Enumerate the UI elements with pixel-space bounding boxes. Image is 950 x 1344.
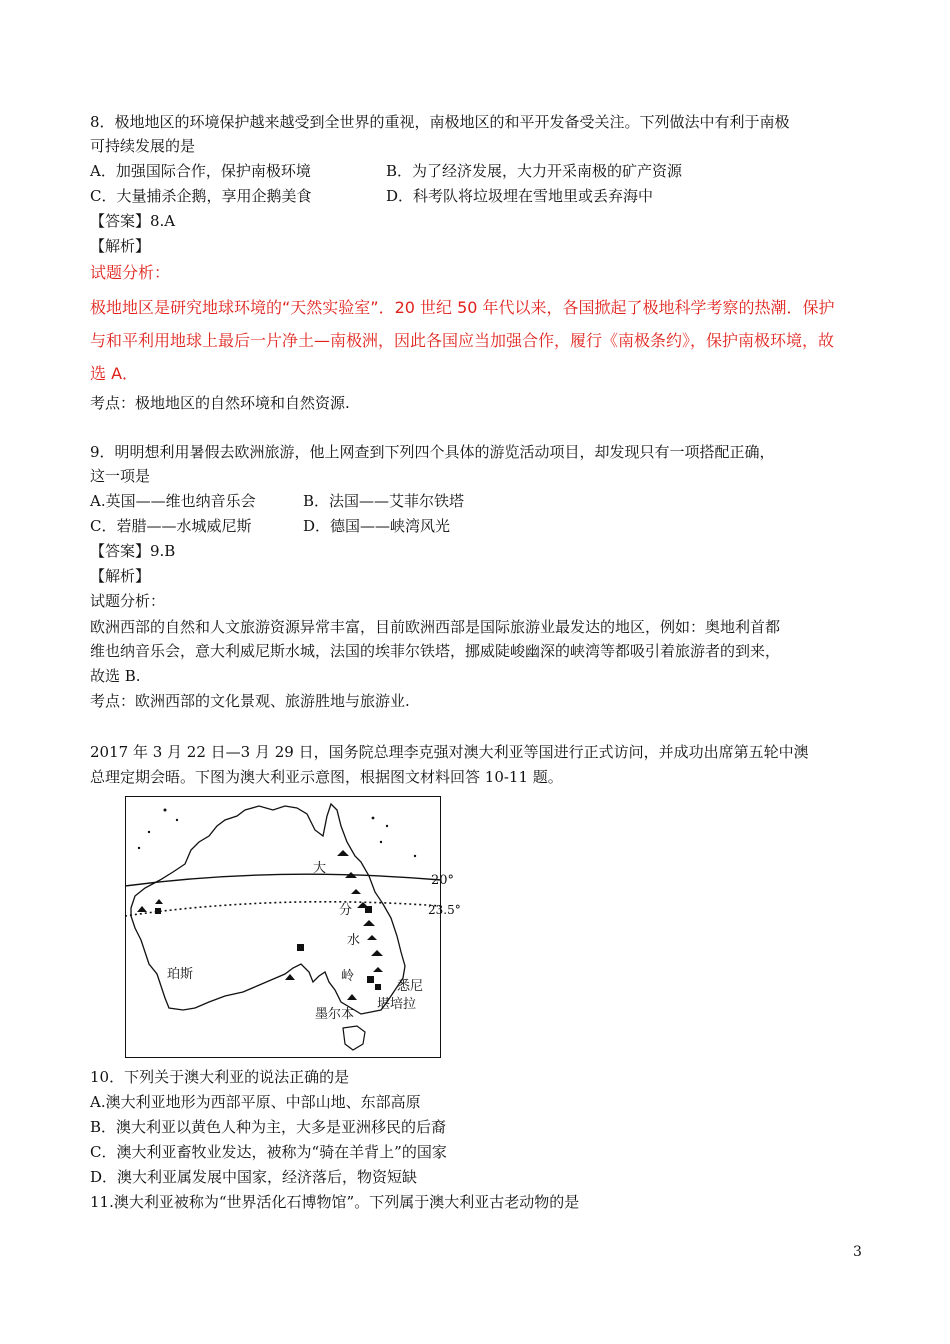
q9-analysis-line-2: 维也纳音乐会，意大利威尼斯水城，法国的埃菲尔铁塔，挪威陡峻幽深的峡湾等都吸引着旅游者的到来， [90, 642, 781, 660]
q10-option-b: B．澳大利亚以黄色人种为主，大多是亚洲移民的后裔 [90, 1118, 447, 1136]
map-range-char-1: 大 [313, 861, 327, 876]
q8-stem-line-1: 8．极地地区的环境保护越来越受到全世界的重视，南极地区的和平开发备受关注。下列做法中有利于南极 [90, 113, 790, 131]
q9-analysis-label: 【解析】 [90, 567, 151, 585]
q9-analysis-title: 试题分析： [90, 592, 166, 610]
map-city-canberra: 堪培拉 [377, 997, 417, 1012]
q8-kaodian: 考点：极地地区的自然环境和自然资源. [90, 394, 350, 412]
q8-analysis-label: 【解析】 [90, 237, 151, 255]
q9-option-c: C．菪腊——水城威尼斯 [90, 517, 252, 535]
q9-analysis-line-1: 欧洲西部的自然和人文旅游资源异常丰富，目前欧洲西部是国际旅游业最发达的地区，例如：奥地利首都 [90, 618, 781, 636]
map-range-char-3: 水 [347, 933, 361, 948]
q9-option-d: D．德国——峡湾风光 [303, 517, 451, 535]
q8-option-a: A．加强国际合作，保护南极环境 [90, 162, 311, 180]
q8-option-d: D．科考队将垃圾埋在雪地里或丢弃海中 [386, 187, 654, 205]
q9-answer: 【答案】9.B [90, 542, 176, 560]
map-city-melbourne: 墨尔本 [315, 1007, 355, 1022]
q10-stem: 10．下列关于澳大利亚的说法正确的是 [90, 1068, 350, 1086]
q10-option-a: A.澳大利亚地形为西部平原、中部山地、东部高原 [90, 1093, 421, 1111]
q8-analysis-line-2: 与和平利用地球上最后一片净土—南极洲，因此各国应当加强合作，履行《南极条约》，保护南极环境，故 [90, 331, 835, 350]
map-city-perth: 珀斯 [167, 967, 194, 982]
q9-stem-line-2: 这一项是 [90, 467, 151, 485]
q8-analysis-line-1: 极地地区是研究地球环境的“天然实验室”．20 世纪 50 年代以来，各国掀起了极地科学考察的热潮．保护 [90, 298, 835, 317]
q8-analysis-title: 试题分析： [90, 263, 171, 282]
q9-option-a: A.英国——维也纳音乐会 [90, 492, 256, 510]
q9-stem-line-1: 9．明明想利用暑假去欧洲旅游，他上网查到下列四个具体的游览活动项目，却发现只有一项搭配正确， [90, 443, 775, 461]
intro-line-1: 2017 年 3 月 22 日—3 月 29 日，国务院总理李克强对澳大利亚等国进行正式访问，并成功出席第五轮中澳 [90, 743, 809, 761]
q8-stem-line-2: 可持续发展的是 [90, 137, 196, 155]
map-range-char-4: 岭 [341, 969, 355, 984]
page-number: 3 [853, 1244, 862, 1260]
map-range-char-2: 分 [339, 903, 353, 918]
australia-map [125, 796, 461, 1058]
q8-option-c: C．大量捕杀企鹅，享用企鹅美食 [90, 187, 312, 205]
q8-analysis-line-3: 选 A． [90, 364, 139, 383]
q8-option-b: B．为了经济发展，大力开采南极的矿产资源 [386, 162, 683, 180]
q9-analysis-line-3: 故选 B. [90, 667, 141, 685]
map-lat-23-5: 23.5° [428, 903, 461, 917]
q9-option-b: B．法国——艾菲尔铁塔 [303, 492, 465, 510]
q10-option-c: C．澳大利亚畜牧业发达，被称为“骑在羊背上”的国家 [90, 1143, 447, 1161]
q11-stem: 11.澳大利亚被称为“世界活化石博物馆”。下列属于澳大利亚古老动物的是 [90, 1193, 580, 1211]
q10-option-d: D．澳大利亚属发展中国家，经济落后，物资短缺 [90, 1168, 418, 1186]
q9-kaodian: 考点：欧洲西部的文化景观、旅游胜地与旅游业. [90, 692, 410, 710]
map-lat-20: 20° [431, 873, 455, 888]
map-frame [126, 797, 441, 1058]
intro-line-2: 总理定期会晤。下图为澳大利亚示意图，根据图文材料回答 10-11 题。 [90, 768, 563, 786]
q8-answer: 【答案】8.A [90, 212, 176, 230]
map-city-sydney: 悉尼 [397, 979, 424, 994]
